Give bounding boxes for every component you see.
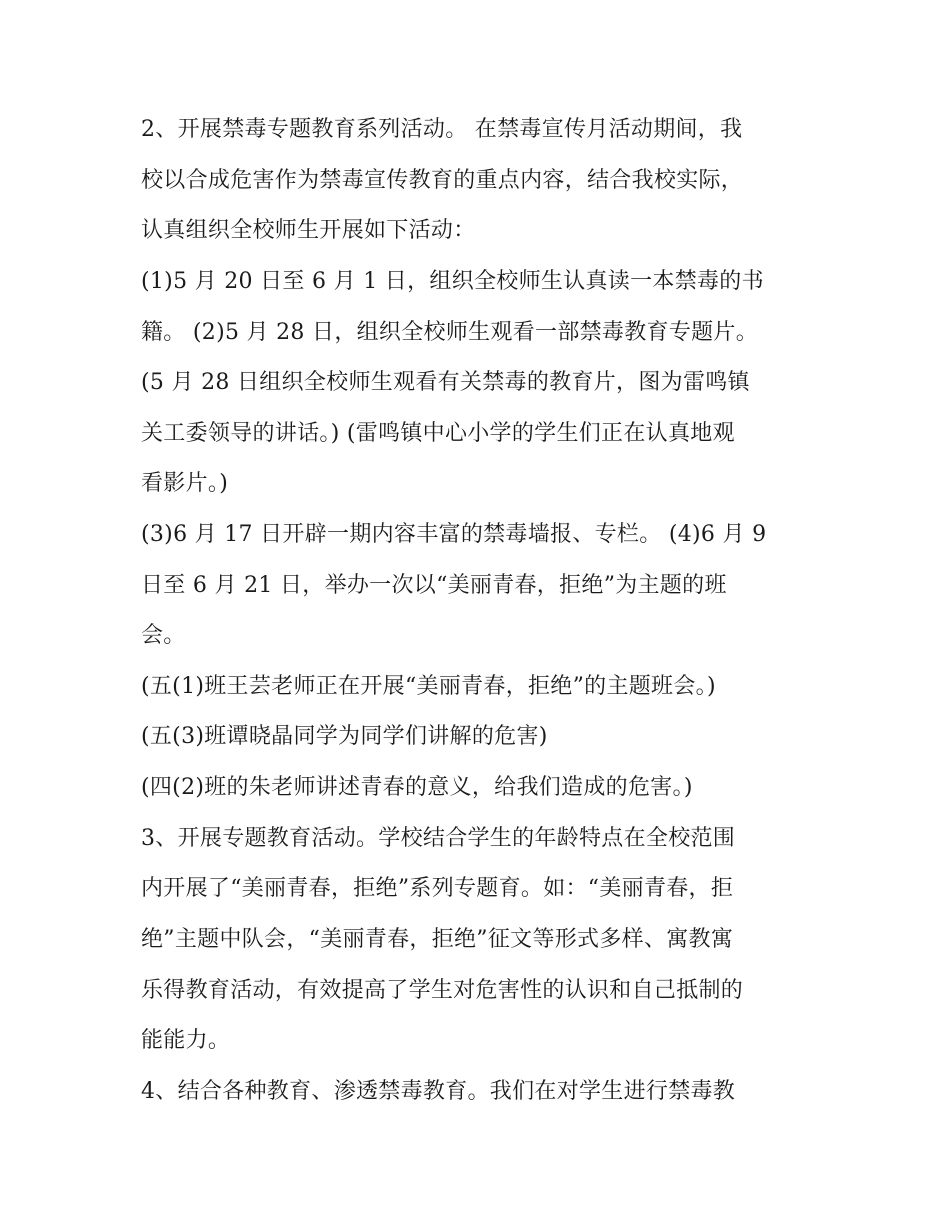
text-line: (五(1)班王芸老师正在开展“美丽青春，拒绝”的主题班会。) [141,674,716,699]
text-line: 4、结合各种教育、渗透禁毒教育。我们在对学生进行禁毒教 [141,1079,736,1104]
text-line: 能能力。 [141,1028,231,1053]
text-line: 内开展了“美丽青春，拒绝”系列专题育。如：“美丽青春，拒 [141,876,734,901]
text-line: 乐得教育活动，有效提高了学生对危害性的认识和自己抵制的 [141,978,744,1003]
text-line: 3、开展专题教育活动。学校结合学生的年龄特点在全校范围 [141,826,736,851]
text-line: (5 月 28 日组织全校师生观看有关禁毒的教育片，图为雷鸣镇 [141,370,750,395]
text-line: 认真组织全校师生开展如下活动： [141,218,476,243]
text-line: 会。 [141,623,186,648]
text-line: (3)6 月 17 日开辟一期内容丰富的禁毒墙报、专栏。 (4)6 月 9 [141,522,767,547]
text-line: 日至 6 月 21 日，举办一次以“美丽青春，拒绝”为主题的班 [141,573,727,598]
text-line: 校以合成危害作为禁毒宣传教育的重点内容，结合我校实际， [141,168,744,193]
text-line: 绝”主题中队会，“美丽青春，拒绝”征文等形式多样、寓教寓 [141,927,734,952]
text-line: 籍。 (2)5 月 28 日，组织全校师生观看一部禁毒教育专题片。 [141,320,759,345]
text-line: 2、开展禁毒专题教育系列活动。 在禁毒宣传月活动期间，我 [141,117,743,142]
text-line: 关工委领导的讲话。) (雷鸣镇中心小学的学生们正在认真地观 [141,421,735,446]
text-line: (四(2)班的朱老师讲述青春的意义，给我们造成的危害。) [141,775,693,800]
text-line: (1)5 月 20 日至 6 月 1 日，组织全校师生认真读一本禁毒的书 [141,269,764,294]
text-line: 看影片。) [141,471,229,496]
text-line: (五(3)班谭晓晶同学为同学们讲解的危害) [141,724,548,749]
